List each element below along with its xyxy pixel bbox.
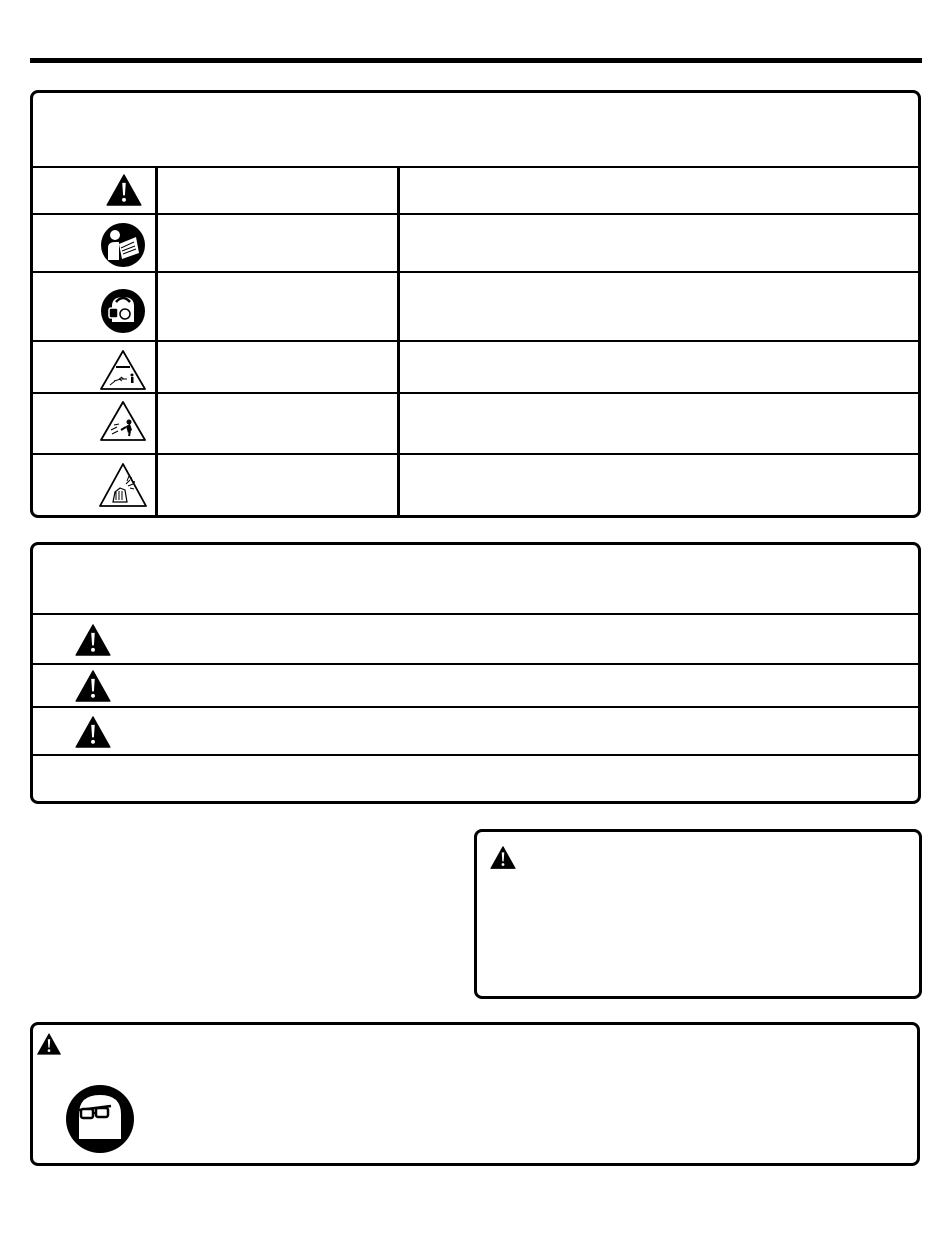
keep-bystanders-away-icon xyxy=(99,349,147,391)
ricochet-warning-icon xyxy=(99,400,147,442)
signal-words-table xyxy=(30,542,921,804)
safety-goggles-icon xyxy=(65,1084,135,1154)
safety-alert-icon xyxy=(75,716,111,748)
hearing-protection-icon xyxy=(100,288,146,334)
safety-alert-icon xyxy=(75,670,111,702)
thrown-objects-icon xyxy=(98,462,148,508)
eye-protection-box xyxy=(30,1022,920,1166)
safety-alert-icon xyxy=(490,846,516,869)
warning-box xyxy=(474,829,922,999)
symbols-table xyxy=(30,90,921,518)
safety-alert-icon xyxy=(37,1033,61,1055)
top-rule xyxy=(30,58,922,63)
read-manual-icon xyxy=(100,222,146,268)
safety-alert-icon xyxy=(106,174,142,206)
safety-alert-icon xyxy=(75,624,111,656)
